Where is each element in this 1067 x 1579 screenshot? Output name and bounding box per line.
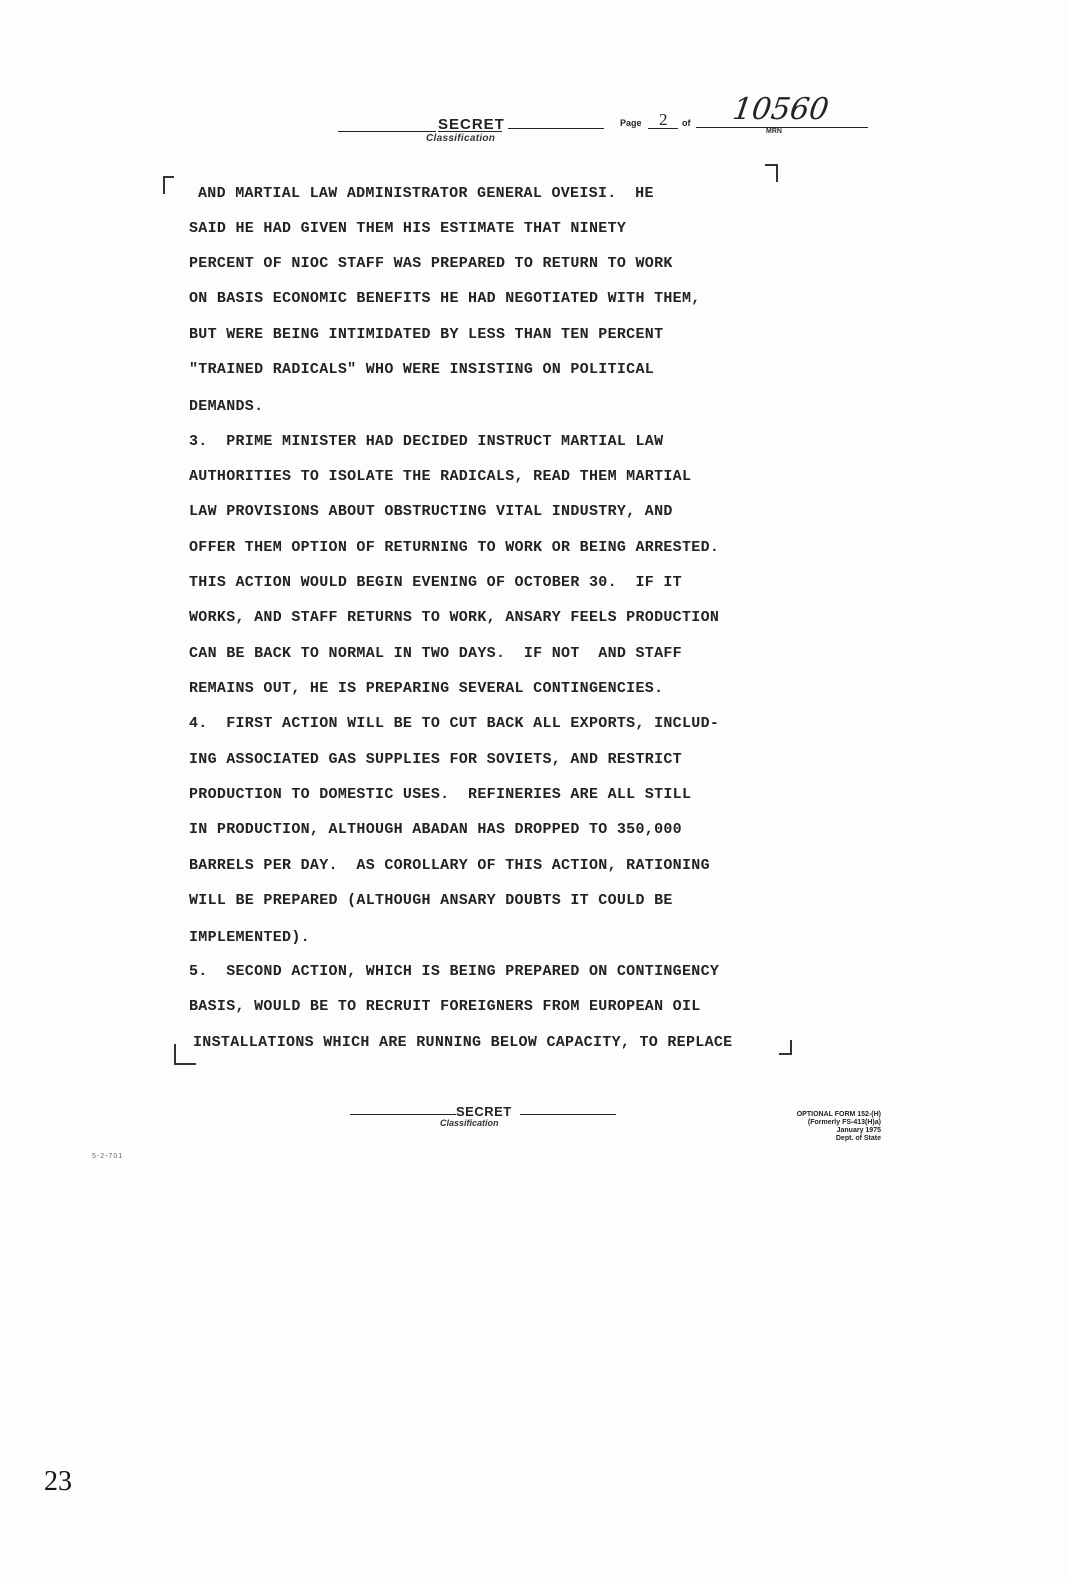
body-line: BARRELS PER DAY. AS COROLLARY OF THIS ACTION, RATIONING	[189, 857, 710, 874]
body-line: THIS ACTION WOULD BEGIN EVENING OF OCTOBER 30. IF IT	[189, 574, 682, 591]
body-line: OFFER THEM OPTION OF RETURNING TO WORK OR BEING ARRESTED.	[189, 539, 720, 556]
footer-classification-label: Classification	[440, 1118, 499, 1128]
form-designation	[720, 1111, 881, 1143]
footer-rule-right	[520, 1114, 616, 1115]
body-line: LAW PROVISIONS ABOUT OBSTRUCTING VITAL INDUSTRY, AND	[189, 503, 673, 520]
body-line: "TRAINED RADICALS" WHO WERE INSISTING ON POLITICAL	[189, 361, 655, 378]
header-of-label: of	[682, 118, 691, 128]
body-line: SAID HE HAD GIVEN THEM HIS ESTIMATE THAT NINETY	[189, 220, 627, 237]
body-line: ING ASSOCIATED GAS SUPPLIES FOR SOVIETS, AND RESTRICT	[189, 751, 682, 768]
corner-mark-top-left-horizontal	[163, 176, 174, 178]
body-line: BUT WERE BEING INTIMIDATED BY LESS THAN TEN PERCENT	[189, 326, 664, 343]
corner-mark-bottom-left-horizontal	[174, 1063, 196, 1065]
header-mrn-rule	[696, 127, 868, 128]
body-line: AND MARTIAL LAW ADMINISTRATOR GENERAL OVEISI. HE	[198, 185, 654, 202]
header-mrn-label: MRN	[766, 128, 782, 135]
header-rule-middle	[508, 128, 604, 129]
paragraph-5-start: 5. SECOND ACTION, WHICH IS BEING PREPARED ON CONTINGENCY	[189, 963, 720, 980]
body-line: DEMANDS.	[189, 398, 264, 415]
header-mrn-number: 10560	[730, 92, 831, 127]
corner-mark-bottom-right-vertical	[790, 1040, 792, 1054]
body-line: IMPLEMENTED).	[189, 929, 310, 946]
paragraph-4-start: 4. FIRST ACTION WILL BE TO CUT BACK ALL EXPORTS, INCLUD-	[189, 715, 720, 732]
header-rule-left	[338, 131, 436, 132]
form-line: Dept. of State	[835, 1135, 881, 1142]
body-line: WORKS, AND STAFF RETURNS TO WORK, ANSARY FEELS PRODUCTION	[189, 609, 720, 626]
header-page-number: 2	[659, 110, 668, 129]
body-line: INSTALLATIONS WHICH ARE RUNNING BELOW CAPACITY, TO REPLACE	[193, 1034, 733, 1051]
footer-rule-left	[350, 1114, 456, 1115]
header-classification-label: Classification	[426, 133, 496, 144]
corner-mark-top-left-vertical	[163, 176, 165, 194]
header-classification: SECRET	[438, 116, 505, 133]
body-line: PRODUCTION TO DOMESTIC USES. REFINERIES ARE ALL STILL	[189, 786, 692, 803]
corner-mark-top-right-vertical	[776, 164, 778, 182]
body-line: REMAINS OUT, HE IS PREPARING SEVERAL CONTINGENCIES.	[189, 680, 664, 697]
header-page-rule	[648, 128, 678, 129]
body-line: WILL BE PREPARED (ALTHOUGH ANSARY DOUBTS IT COULD BE	[189, 892, 673, 909]
body-line: CAN BE BACK TO NORMAL IN TWO DAYS. IF NOT AND STAFF	[189, 645, 682, 662]
corner-mark-bottom-left-vertical	[174, 1044, 176, 1064]
footer-classification: SECRET	[456, 1104, 512, 1119]
form-line: January 1975	[836, 1127, 881, 1134]
form-line: (Formerly FS-413(H)a)	[807, 1119, 881, 1126]
body-line: AUTHORITIES TO ISOLATE THE RADICALS, READ THEM MARTIAL	[189, 468, 692, 485]
form-line: OPTIONAL FORM 152-(H)	[796, 1111, 881, 1118]
body-line: ON BASIS ECONOMIC BENEFITS HE HAD NEGOTIATED WITH THEM,	[189, 290, 701, 307]
reference-code: 5-2-701	[92, 1153, 124, 1160]
paragraph-3-start: 3. PRIME MINISTER HAD DECIDED INSTRUCT MARTIAL LAW	[189, 433, 664, 450]
page-number: 23	[44, 1466, 72, 1497]
header-page-label: Page	[620, 118, 642, 128]
corner-mark-bottom-right-horizontal	[779, 1053, 792, 1055]
body-line: PERCENT OF NIOC STAFF WAS PREPARED TO RETURN TO WORK	[189, 255, 673, 272]
body-line: IN PRODUCTION, ALTHOUGH ABADAN HAS DROPPED TO 350,000	[189, 821, 682, 838]
body-line: BASIS, WOULD BE TO RECRUIT FOREIGNERS FROM EUROPEAN OIL	[189, 998, 701, 1015]
corner-mark-top-right-horizontal	[765, 164, 776, 166]
header-classification-underline	[438, 131, 502, 132]
